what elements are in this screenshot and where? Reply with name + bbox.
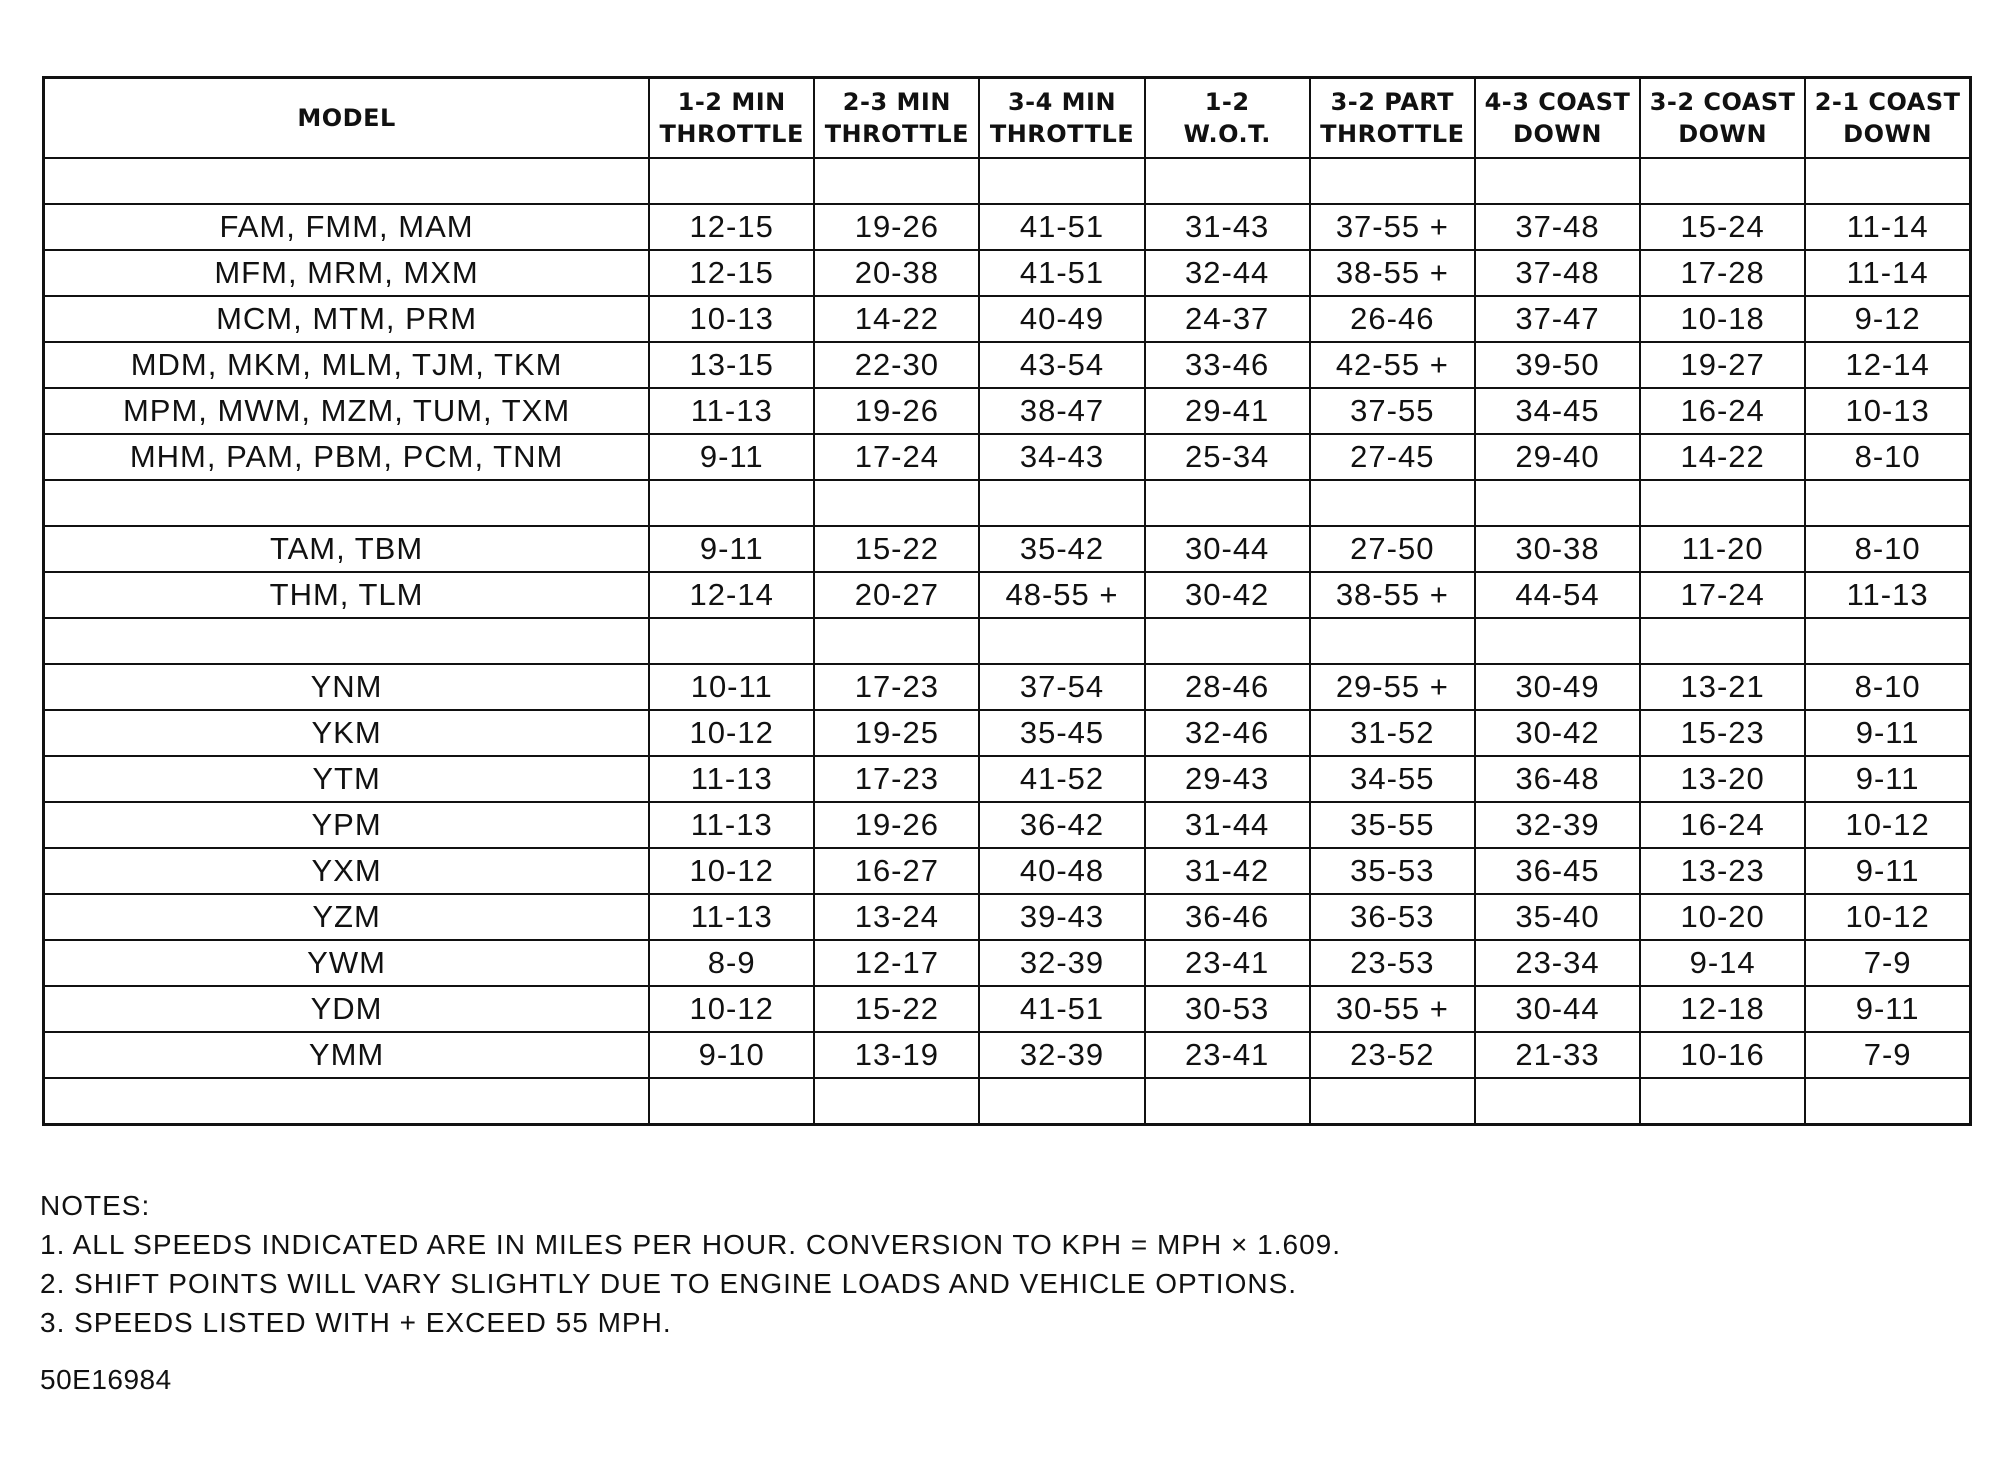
- speed-cell: 24-37: [1145, 296, 1310, 342]
- speed-cell: 10-12: [1805, 894, 1970, 940]
- speed-cell: 30-42: [1145, 572, 1310, 618]
- empty-cell: [649, 618, 814, 664]
- blank-row: [44, 158, 1971, 204]
- table-row: [44, 756, 1971, 802]
- speed-cell: 15-24: [1640, 204, 1805, 250]
- model-cell: YTM: [44, 756, 650, 802]
- model-cell: YNM: [44, 664, 650, 710]
- speed-cell: 12-14: [1805, 342, 1970, 388]
- speed-cell: 23-53: [1310, 940, 1475, 986]
- column-header-model: [44, 78, 650, 159]
- speed-cell: 25-34: [1145, 434, 1310, 480]
- column-header: [1145, 78, 1310, 159]
- table-row: [44, 434, 1971, 480]
- empty-cell: [979, 158, 1144, 204]
- speed-cell: 9-11: [1805, 710, 1970, 756]
- speed-cell: 12-15: [649, 204, 814, 250]
- speed-cell: 10-12: [1805, 802, 1970, 848]
- speed-cell: 41-51: [979, 204, 1144, 250]
- table-row: [44, 572, 1971, 618]
- header-line: 1-2: [1204, 88, 1250, 116]
- header-line: 1-2 MIN: [677, 88, 786, 116]
- model-cell: MFM, MRM, MXM: [44, 250, 650, 296]
- header-line: MODEL: [297, 104, 396, 132]
- empty-cell: [1640, 618, 1805, 664]
- model-cell: MDM, MKM, MLM, TJM, TKM: [44, 342, 650, 388]
- empty-cell: [1475, 480, 1640, 526]
- empty-cell: [1805, 1078, 1970, 1125]
- header-line: DOWN: [1513, 120, 1602, 148]
- speed-cell: 23-52: [1310, 1032, 1475, 1078]
- blank-row: [44, 1078, 1971, 1125]
- table-row: [44, 802, 1971, 848]
- empty-cell: [814, 480, 979, 526]
- speed-cell: 16-24: [1640, 802, 1805, 848]
- speed-cell: 39-43: [979, 894, 1144, 940]
- model-cell: YWM: [44, 940, 650, 986]
- speed-cell: 11-20: [1640, 526, 1805, 572]
- empty-cell: [1145, 618, 1310, 664]
- header-line: THROTTLE: [824, 120, 970, 148]
- speed-cell: 8-10: [1805, 526, 1970, 572]
- header-line: 2-1 COAST: [1814, 88, 1961, 116]
- speed-cell: 42-55 +: [1310, 342, 1475, 388]
- empty-cell: [1310, 480, 1475, 526]
- speed-cell: 38-47: [979, 388, 1144, 434]
- model-cell: MPM, MWM, MZM, TUM, TXM: [44, 388, 650, 434]
- empty-cell: [1310, 618, 1475, 664]
- speed-cell: 32-39: [1475, 802, 1640, 848]
- speed-cell: 31-43: [1145, 204, 1310, 250]
- empty-cell: [1805, 618, 1970, 664]
- speed-cell: 37-47: [1475, 296, 1640, 342]
- speed-cell: 38-55 +: [1310, 572, 1475, 618]
- table-body: [44, 158, 1971, 1125]
- speed-cell: 19-25: [814, 710, 979, 756]
- model-cell: YPM: [44, 802, 650, 848]
- speed-cell: 11-13: [1805, 572, 1970, 618]
- speed-cell: 35-45: [979, 710, 1144, 756]
- speed-cell: 35-55: [1310, 802, 1475, 848]
- shift-speed-table: [42, 76, 1972, 1126]
- figure-code: 50E16984: [40, 1364, 172, 1395]
- model-cell: TAM, TBM: [44, 526, 650, 572]
- speed-cell: 32-46: [1145, 710, 1310, 756]
- speed-cell: 35-53: [1310, 848, 1475, 894]
- header-line: DOWN: [1678, 120, 1768, 148]
- speed-cell: 12-18: [1640, 986, 1805, 1032]
- speed-cell: 34-43: [979, 434, 1144, 480]
- speed-cell: 8-10: [1805, 664, 1970, 710]
- speed-cell: 11-14: [1805, 250, 1970, 296]
- speed-cell: 17-28: [1640, 250, 1805, 296]
- speed-cell: 31-44: [1145, 802, 1310, 848]
- empty-cell: [814, 618, 979, 664]
- empty-cell: [979, 618, 1144, 664]
- speed-cell: 17-24: [814, 434, 979, 480]
- speed-cell: 8-10: [1805, 434, 1970, 480]
- empty-cell: [1640, 158, 1805, 204]
- table-row: [44, 250, 1971, 296]
- header-line: THROTTLE: [989, 120, 1135, 148]
- speed-cell: 36-45: [1475, 848, 1640, 894]
- speed-cell: 23-41: [1145, 940, 1310, 986]
- column-header: [1805, 78, 1970, 159]
- speed-cell: 11-14: [1805, 204, 1970, 250]
- empty-cell: [44, 618, 650, 664]
- speed-cell: 17-23: [814, 664, 979, 710]
- table-row: [44, 204, 1971, 250]
- speed-cell: 11-13: [649, 894, 814, 940]
- speed-cell: 16-24: [1640, 388, 1805, 434]
- speed-cell: 9-11: [649, 526, 814, 572]
- header-line: THROTTLE: [1320, 120, 1465, 148]
- speed-cell: 30-38: [1475, 526, 1640, 572]
- empty-cell: [44, 480, 650, 526]
- speed-cell: 15-22: [814, 986, 979, 1032]
- speed-cell: 32-39: [979, 940, 1144, 986]
- speed-cell: 11-13: [649, 756, 814, 802]
- table-row: [44, 342, 1971, 388]
- speed-cell: 7-9: [1805, 1032, 1970, 1078]
- empty-cell: [1310, 158, 1475, 204]
- speed-cell: 36-42: [979, 802, 1144, 848]
- note-item: 2. SHIFT POINTS WILL VARY SLIGHTLY DUE TO ENGINE LOADS AND VEHICLE OPTIONS.: [40, 1268, 1298, 1299]
- column-header: [649, 78, 814, 159]
- speed-cell: 29-40: [1475, 434, 1640, 480]
- speed-cell: 33-46: [1145, 342, 1310, 388]
- speed-cell: 29-43: [1145, 756, 1310, 802]
- table-row: [44, 848, 1971, 894]
- speed-cell: 11-13: [649, 388, 814, 434]
- speed-cell: 34-55: [1310, 756, 1475, 802]
- table-row: [44, 388, 1971, 434]
- header-line: 3-2 PART: [1330, 88, 1455, 116]
- empty-cell: [814, 158, 979, 204]
- speed-cell: 39-50: [1475, 342, 1640, 388]
- empty-cell: [649, 1078, 814, 1125]
- speed-cell: 10-11: [649, 664, 814, 710]
- empty-cell: [1475, 1078, 1640, 1125]
- speed-cell: 29-41: [1145, 388, 1310, 434]
- speed-cell: 23-41: [1145, 1032, 1310, 1078]
- model-cell: MCM, MTM, PRM: [44, 296, 650, 342]
- table-row: [44, 296, 1971, 342]
- header-line: THROTTLE: [659, 120, 804, 148]
- empty-cell: [649, 480, 814, 526]
- speed-cell: 30-44: [1145, 526, 1310, 572]
- speed-cell: 30-42: [1475, 710, 1640, 756]
- speed-cell: 13-15: [649, 342, 814, 388]
- speed-cell: 34-45: [1475, 388, 1640, 434]
- model-cell: YZM: [44, 894, 650, 940]
- empty-cell: [1310, 1078, 1475, 1125]
- speed-cell: 41-51: [979, 250, 1144, 296]
- speed-cell: 21-33: [1475, 1032, 1640, 1078]
- speed-cell: 13-23: [1640, 848, 1805, 894]
- speed-cell: 19-26: [814, 802, 979, 848]
- table-row: [44, 664, 1971, 710]
- empty-cell: [649, 158, 814, 204]
- empty-cell: [814, 1078, 979, 1125]
- speed-cell: 19-27: [1640, 342, 1805, 388]
- speed-cell: 12-15: [649, 250, 814, 296]
- speed-cell: 7-9: [1805, 940, 1970, 986]
- empty-cell: [1145, 1078, 1310, 1125]
- table-row: [44, 1032, 1971, 1078]
- speed-cell: 9-11: [649, 434, 814, 480]
- header-line: DOWN: [1843, 120, 1933, 148]
- speed-cell: 32-39: [979, 1032, 1144, 1078]
- shift-speed-chart: [42, 76, 1972, 1126]
- speed-cell: 8-9: [649, 940, 814, 986]
- speed-cell: 15-22: [814, 526, 979, 572]
- speed-cell: 40-49: [979, 296, 1144, 342]
- speed-cell: 13-21: [1640, 664, 1805, 710]
- empty-cell: [1145, 480, 1310, 526]
- model-cell: FAM, FMM, MAM: [44, 204, 650, 250]
- speed-cell: 9-11: [1805, 848, 1970, 894]
- empty-cell: [1475, 158, 1640, 204]
- speed-cell: 12-17: [814, 940, 979, 986]
- table-row: [44, 940, 1971, 986]
- speed-cell: 11-13: [649, 802, 814, 848]
- speed-cell: 31-42: [1145, 848, 1310, 894]
- speed-cell: 13-19: [814, 1032, 979, 1078]
- speed-cell: 37-55 +: [1310, 204, 1475, 250]
- speed-cell: 37-48: [1475, 204, 1640, 250]
- column-header: [1640, 78, 1805, 159]
- speed-cell: 37-48: [1475, 250, 1640, 296]
- speed-cell: 15-23: [1640, 710, 1805, 756]
- speed-cell: 27-50: [1310, 526, 1475, 572]
- column-header: [814, 78, 979, 159]
- speed-cell: 19-26: [814, 388, 979, 434]
- table-row: [44, 526, 1971, 572]
- empty-cell: [979, 480, 1144, 526]
- speed-cell: 41-51: [979, 986, 1144, 1032]
- speed-cell: 22-30: [814, 342, 979, 388]
- empty-cell: [44, 158, 650, 204]
- header-line: 2-3 MIN: [842, 88, 951, 116]
- speed-cell: 13-24: [814, 894, 979, 940]
- model-cell: YXM: [44, 848, 650, 894]
- speed-cell: 9-10: [649, 1032, 814, 1078]
- speed-cell: 30-53: [1145, 986, 1310, 1032]
- model-cell: YKM: [44, 710, 650, 756]
- speed-cell: 17-23: [814, 756, 979, 802]
- speed-cell: 10-12: [649, 848, 814, 894]
- speed-cell: 10-18: [1640, 296, 1805, 342]
- speed-cell: 10-20: [1640, 894, 1805, 940]
- speed-cell: 10-13: [1805, 388, 1970, 434]
- model-cell: THM, TLM: [44, 572, 650, 618]
- note-item: 1. ALL SPEEDS INDICATED ARE IN MILES PER HOUR. CONVERSION TO KPH = MPH × 1.609.: [40, 1229, 1342, 1260]
- speed-cell: 35-42: [979, 526, 1144, 572]
- speed-cell: 20-38: [814, 250, 979, 296]
- speed-cell: 40-48: [979, 848, 1144, 894]
- speed-cell: 10-12: [649, 986, 814, 1032]
- speed-cell: 23-34: [1475, 940, 1640, 986]
- speed-cell: 19-26: [814, 204, 979, 250]
- speed-cell: 36-46: [1145, 894, 1310, 940]
- speed-cell: 37-54: [979, 664, 1144, 710]
- speed-cell: 27-45: [1310, 434, 1475, 480]
- model-cell: YMM: [44, 1032, 650, 1078]
- empty-cell: [1640, 1078, 1805, 1125]
- blank-row: [44, 480, 1971, 526]
- column-header: [979, 78, 1144, 159]
- column-header: [1475, 78, 1640, 159]
- speed-cell: 26-46: [1310, 296, 1475, 342]
- speed-cell: 38-55 +: [1310, 250, 1475, 296]
- header-line: 3-2 COAST: [1649, 88, 1796, 116]
- speed-cell: 30-55 +: [1310, 986, 1475, 1032]
- empty-cell: [979, 1078, 1144, 1125]
- empty-cell: [1805, 158, 1970, 204]
- header-line: W.O.T.: [1183, 120, 1271, 148]
- speed-cell: 9-11: [1805, 756, 1970, 802]
- blank-row: [44, 618, 1971, 664]
- notes-title: NOTES:: [40, 1190, 151, 1221]
- speed-cell: 43-54: [979, 342, 1144, 388]
- speed-cell: 16-27: [814, 848, 979, 894]
- speed-cell: 44-54: [1475, 572, 1640, 618]
- empty-cell: [1640, 480, 1805, 526]
- speed-cell: 28-46: [1145, 664, 1310, 710]
- speed-cell: 14-22: [1640, 434, 1805, 480]
- empty-cell: [1475, 618, 1640, 664]
- speed-cell: 9-14: [1640, 940, 1805, 986]
- empty-cell: [44, 1078, 650, 1125]
- table-header: [44, 78, 1971, 159]
- speed-cell: 17-24: [1640, 572, 1805, 618]
- speed-cell: 32-44: [1145, 250, 1310, 296]
- speed-cell: 48-55 +: [979, 572, 1144, 618]
- model-cell: YDM: [44, 986, 650, 1032]
- speed-cell: 37-55: [1310, 388, 1475, 434]
- speed-cell: 36-48: [1475, 756, 1640, 802]
- speed-cell: 10-12: [649, 710, 814, 756]
- note-item: 3. SPEEDS LISTED WITH + EXCEED 55 MPH.: [40, 1307, 672, 1338]
- speed-cell: 13-20: [1640, 756, 1805, 802]
- model-cell: MHM, PAM, PBM, PCM, TNM: [44, 434, 650, 480]
- speed-cell: 36-53: [1310, 894, 1475, 940]
- speed-cell: 30-44: [1475, 986, 1640, 1032]
- speed-cell: 31-52: [1310, 710, 1475, 756]
- speed-cell: 20-27: [814, 572, 979, 618]
- table-row: [44, 894, 1971, 940]
- table-row: [44, 710, 1971, 756]
- speed-cell: 9-12: [1805, 296, 1970, 342]
- speed-cell: 9-11: [1805, 986, 1970, 1032]
- empty-cell: [1805, 480, 1970, 526]
- header-line: 3-4 MIN: [1007, 88, 1117, 116]
- table-row: [44, 986, 1971, 1032]
- speed-cell: 41-52: [979, 756, 1144, 802]
- empty-cell: [1145, 158, 1310, 204]
- speed-cell: 35-40: [1475, 894, 1640, 940]
- speed-cell: 10-16: [1640, 1032, 1805, 1078]
- notes-section: [40, 1186, 1341, 1342]
- speed-cell: 14-22: [814, 296, 979, 342]
- header-line: 4-3 COAST: [1484, 88, 1631, 116]
- column-header: [1310, 78, 1475, 159]
- speed-cell: 10-13: [649, 296, 814, 342]
- speed-cell: 12-14: [649, 572, 814, 618]
- speed-cell: 29-55 +: [1310, 664, 1475, 710]
- header-row: [44, 78, 1971, 159]
- speed-cell: 30-49: [1475, 664, 1640, 710]
